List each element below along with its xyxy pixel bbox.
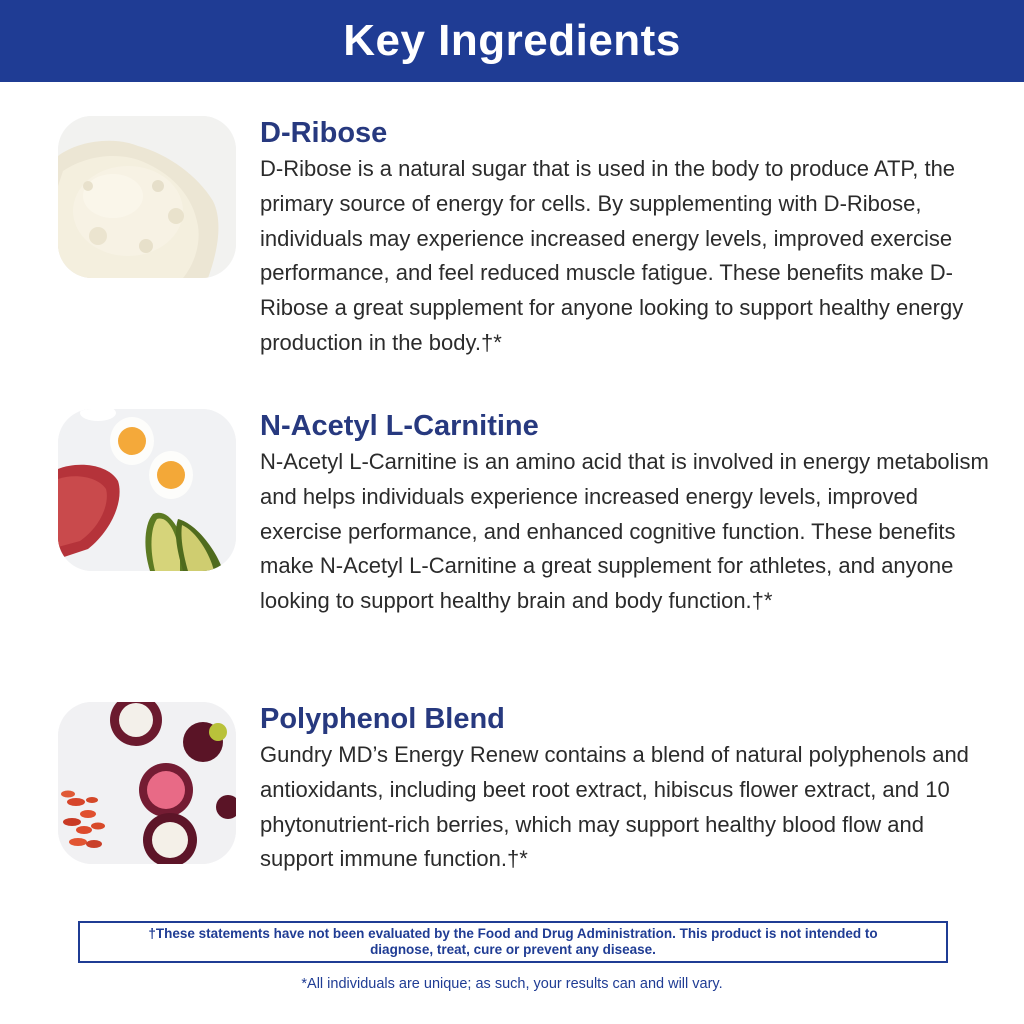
header-banner <box>0 0 1024 82</box>
ingredient-title: Polyphenol Blend <box>260 703 505 735</box>
ingredient-description: Gundry MD’s Energy Renew contains a blend of natural polyphenols and antioxidants, including beet root extract, hibiscus flower extract, and 10 phytonutrient-rich berries, which may support healthy blood flow and support immune function.†* <box>260 742 969 872</box>
results-footnote: *All individuals are unique; as such, your results can and will vary. <box>301 976 723 992</box>
ingredient-description: N-Acetyl L-Carnitine is an amino acid that is involved in energy metabolism and helps individuals experience increased energy levels, improved exercise performance, and enhanced cognitive function. These benefits make N-Acetyl L-Carnitine a great supplement for athletes, and anyone looking to support healthy brain and body function.†* <box>260 449 989 614</box>
ingredient-title: N-Acetyl L-Carnitine <box>260 410 539 442</box>
mangosteen-goji-image <box>58 702 236 864</box>
eggs-meat-avocado-image <box>58 409 236 571</box>
page-title: Key Ingredients <box>343 16 681 65</box>
white-powder-image <box>58 116 236 278</box>
fda-disclaimer-text: †These statements have not been evaluated by the Food and Drug Administration. This product is not intended to diagnose, treat, cure or prevent any disease. <box>148 926 878 957</box>
fda-disclaimer-box <box>78 921 948 963</box>
ingredient-title: D-Ribose <box>260 117 388 149</box>
ingredient-description: D-Ribose is a natural sugar that is used in the body to produce ATP, the primary source of energy for cells. By supplementing with D-Ribose, individuals may experience increased energy levels, improved exercise performance, and feel reduced muscle fatigue. These benefits make D-Ribose a great supplement for anyone looking to support healthy energy production in the body.†* <box>260 156 964 355</box>
